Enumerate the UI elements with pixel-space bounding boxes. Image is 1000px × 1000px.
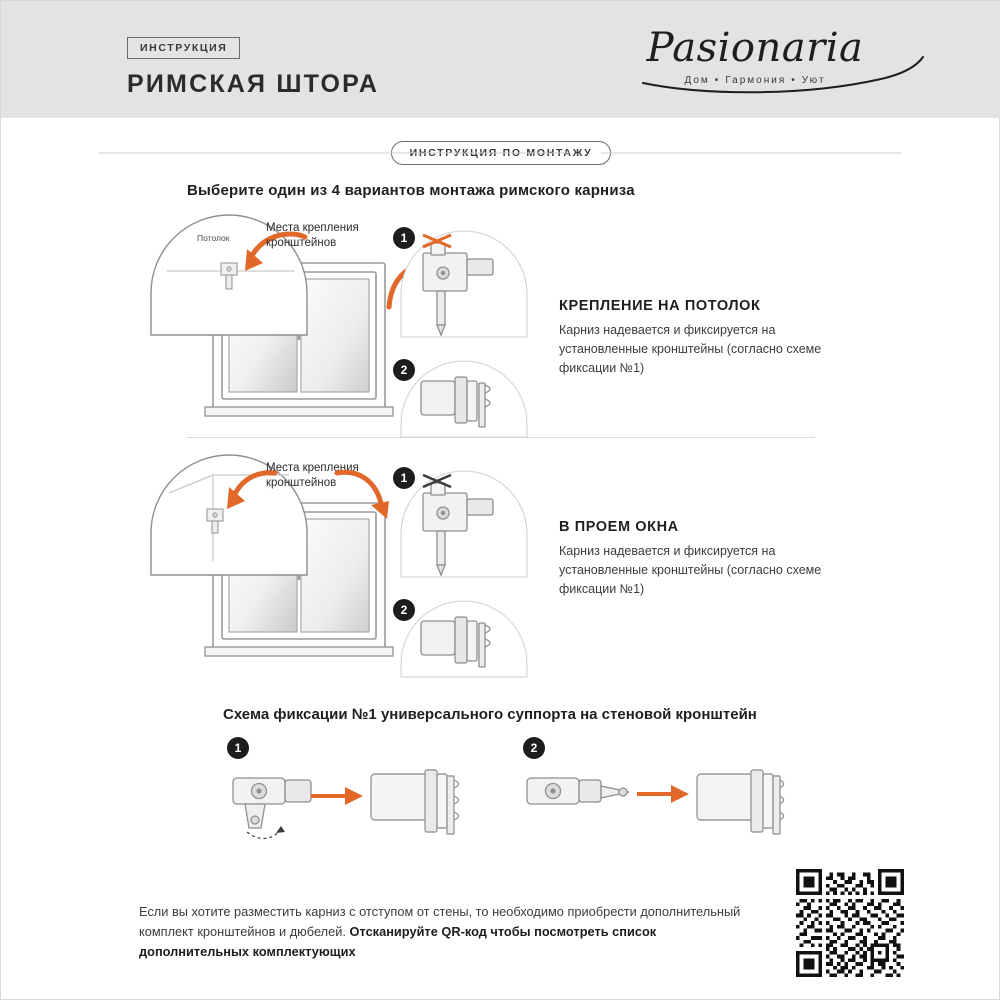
brand-name: Pasionaria [646,25,864,71]
brand-tagline-2: Гармония [725,75,787,86]
qr-code[interactable] [796,869,904,977]
footer-line-3-bold: посмотреть список дополнительных комплектующих [139,923,657,959]
bracket-inset-detail [399,469,529,579]
choose-variant-title: Выберите один из 4 вариантов монтажа римского карниза [187,182,635,199]
arrow-down-2 [331,463,401,533]
step-number-1-block-1: 1 [393,227,415,249]
fixation-diagram-2 [517,766,787,856]
mount-instruction-badge: ИНСТРУКЦИЯ ПО МОНТАЖУ [391,141,612,165]
fixation-step-2: 2 [523,737,545,759]
footer-line-1: Если вы хотите разместить карниз с отступом от стены, то необходимо приобрести [139,904,637,919]
support-inset-detail [399,599,529,679]
callout-line-1b: Места крепления [266,462,359,474]
footer-line-2-bold: Отсканируйте QR-код чтобы [349,923,531,939]
callout-line-2: кронштейнов [266,236,337,249]
callout-line-1: Места крепления [266,222,359,234]
section-divider [187,437,815,438]
desc-text-ceiling: Карниз надевается и фиксируется на установленные кронштейны (согласно схеме фиксации №1) [559,323,822,375]
fixation-scheme-title: Схема фиксации №1 универсального суппорта на стеновой кронштейн [223,706,757,723]
step-number-1-block-2: 1 [393,467,415,489]
qr-code-image[interactable] [796,869,904,977]
step-number-2-block-1: 2 [393,359,415,381]
badge-rule-right [601,152,901,154]
desc-block-ceiling [559,298,859,377]
fixation-step-1: 1 [227,737,249,759]
page-header [1,1,1000,118]
brand-swash-icon [641,49,931,97]
bracket-ceiling-detail [399,229,529,339]
support-ceiling-detail [399,359,529,439]
badge-rule-left [99,152,569,154]
step-number-2-block-2: 2 [393,599,415,621]
brand-tagline-3: Уют [801,75,826,86]
ceiling-zoom-label: Потолок [197,233,230,243]
fixation-diagram-1 [219,766,479,856]
callout-line-2b: кронштейнов [266,476,337,489]
mount-places-callout-1 [266,221,359,251]
footer-line-2: дополнительный комплект кронштейнов и дюбелей. [139,904,741,939]
brand-tagline: Дом • Гармония • Уют [684,75,826,86]
page-title: РИМСКАЯ ШТОРА [127,70,380,98]
footer-note [139,902,749,961]
desc-title-ceiling: КРЕПЛЕНИЕ НА ПОТОЛОК [559,298,761,314]
instruction-badge: ИНСТРУКЦИЯ [127,37,240,59]
header-left [127,37,379,99]
desc-text-inset: Карниз надевается и фиксируется на установленные кронштейны (согласно схеме фиксации №1) [559,544,822,596]
brand-tagline-1: Дом [684,75,710,86]
desc-block-inset [559,519,859,598]
desc-title-inset: В ПРОЕМ ОКНА [559,519,679,535]
